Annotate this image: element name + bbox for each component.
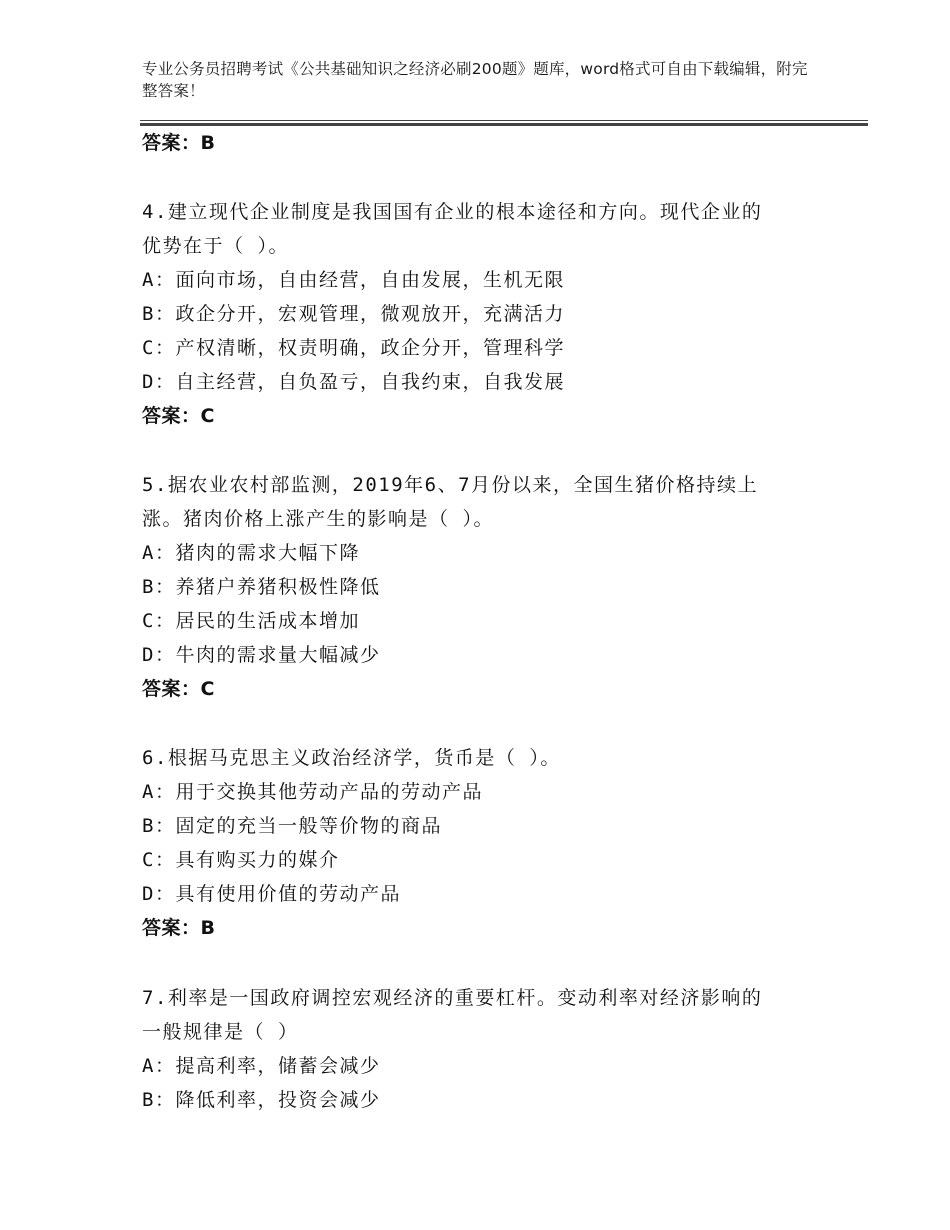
q6-stem-line1: 6.根据马克思主义政治经济学，货币是（ ）。: [142, 747, 561, 769]
q5-option-b: B：养猪户养猪积极性降低: [142, 576, 381, 598]
header-rule-thin: [140, 120, 868, 121]
q6-option-a: A：用于交换其他劳动产品的劳动产品: [142, 781, 483, 803]
q4-option-b: B：政企分开，宏观管理，微观放开，充满活力: [142, 303, 565, 325]
q7-stem-line2: 一般规律是（ ）: [142, 1021, 299, 1043]
answer-q3: 答案：B: [142, 132, 216, 154]
answer-q4: 答案：C: [142, 405, 215, 427]
q7-option-b: B：降低利率，投资会减少: [142, 1089, 381, 1111]
q5-stem-line2: 涨。猪肉价格上涨产生的影响是（ ）。: [142, 508, 494, 530]
q4-stem-line2: 优势在于（ ）。: [142, 235, 289, 257]
q7-option-a: A：提高利率，储蓄会减少: [142, 1055, 381, 1077]
q5-option-d: D：牛肉的需求量大幅减少: [142, 644, 381, 666]
q6-option-d: D：具有使用价值的劳动产品: [142, 883, 401, 905]
document-header: 专业公务员招聘考试《公共基础知识之经济必刷200题》题库，word格式可自由下载编辑，附完整答案！: [142, 60, 808, 100]
answer-q5: 答案：C: [142, 678, 215, 700]
q4-option-d: D：自主经营，自负盈亏，自我约束，自我发展: [142, 371, 565, 393]
q6-option-b: B：固定的充当一般等价物的商品: [142, 815, 442, 837]
q5-option-c: C：居民的生活成本增加: [142, 610, 360, 632]
q5-option-a: A：猪肉的需求大幅下降: [142, 542, 360, 564]
q4-stem-line1: 4.建立现代企业制度是我国国有企业的根本途径和方向。现代企业的: [142, 201, 763, 223]
q5-stem-line1: 5.据农业农村部监测，2019年6、7月份以来，全国生猪价格持续上: [142, 474, 759, 496]
q4-option-c: C：产权清晰，权责明确，政企分开，管理科学: [142, 337, 565, 359]
answer-q6: 答案：B: [142, 917, 216, 939]
q6-option-c: C：具有购买力的媒介: [142, 849, 340, 871]
q4-option-a: A：面向市场，自由经营，自由发展，生机无限: [142, 269, 565, 291]
q7-stem-line1: 7.利率是一国政府调控宏观经济的重要杠杆。变动利率对经济影响的: [142, 987, 763, 1009]
